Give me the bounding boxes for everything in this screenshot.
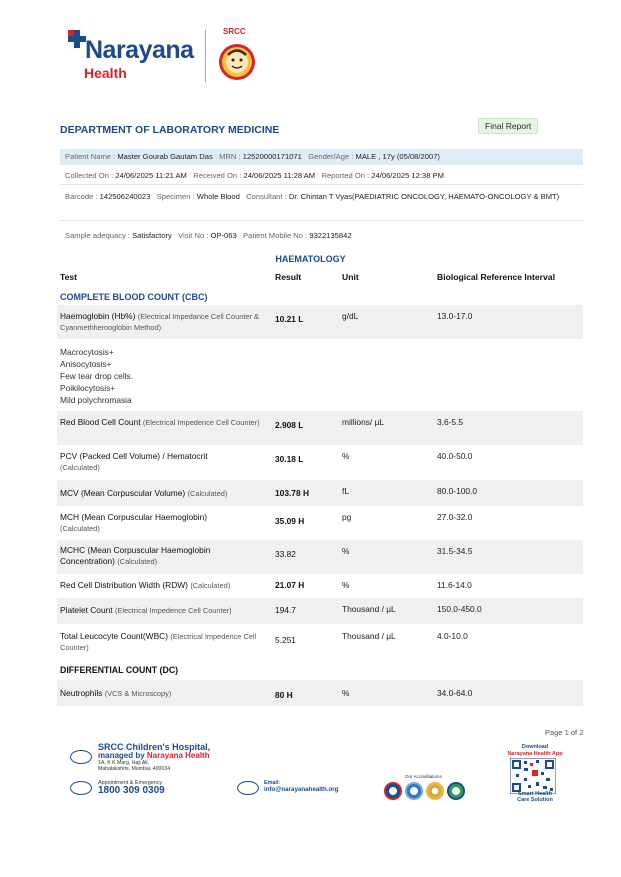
brand-name: Narayana [85,36,194,64]
address-line: 1A, K K Marg, Haji Ali, [98,760,150,766]
test-unit: g/dL [342,311,359,321]
email-icon [237,781,259,795]
section-title: HAEMATOLOGY [275,254,346,264]
narayana-cross-icon [68,30,86,48]
mrn-label: MRN : [219,152,241,161]
table-row [57,305,583,339]
collected-label: Collected On : [65,171,114,180]
managed-prefix: managed by [98,751,147,760]
test-method: (Calculated) [60,463,100,472]
note-line: Mild polychromasia [60,395,132,405]
test-unit: Thousand / µL [342,631,396,641]
test-result: 103.78 H [275,488,309,498]
test-result: 10.21 L [275,314,304,324]
footer-email: info@narayanahealth.org [264,786,339,793]
reported-label: Reported On : [321,171,370,180]
gender-age-value: MALE , 17y (05/08/2007) [355,152,440,161]
accreditations-label: Our Accreditations [405,774,442,779]
test-name: PCV (Packed Cell Volume) / Hematocrit [60,451,208,461]
visit-value: OP-063 [210,231,237,240]
note-line: Few tear drop cells. [60,371,134,381]
download-brand: Narayana Health App [507,751,563,757]
department-title: DEPARTMENT OF LABORATORY MEDICINE [60,124,280,136]
srcc-label: SRCC [223,27,246,36]
test-name: MCHC (Mean Corpuscular Haemoglobin Concentration) [60,545,211,566]
page-footer [0,740,621,810]
test-unit: % [342,546,350,556]
app-download [497,744,573,758]
test-unit: millions/ µL [342,417,385,427]
barcode-label: Barcode : [65,192,98,201]
table-row [57,598,583,624]
email-label: Email: [264,780,281,786]
received-value: 24/06/2025 11:28 AM [243,171,316,180]
gender-age-label: Gender/Age : [308,152,354,161]
collected-value: 24/06/2025 11:21 AM [115,171,187,180]
test-result: 2.908 L [275,420,304,430]
test-method: (Electrical Impedance Cell Counter & Cyanmethhemoglobin Method) [60,312,259,332]
page-number: Page 1 of 2 [545,728,584,737]
test-result: 33.82 [275,549,296,559]
test-name: MCV (Mean Corpuscular Volume) [60,488,186,498]
table-row [57,680,583,706]
footer-address [98,760,170,772]
table-row [57,574,583,598]
qr-code-icon [510,758,556,794]
footer-phone: 1800 309 0309 [98,785,165,796]
phone-icon [70,781,92,795]
table-row [57,506,583,540]
barcode-value: 142506240023 [99,192,151,201]
download-label: Download [521,744,549,750]
table-row [57,540,583,574]
mobile-value: 9322135842 [309,231,352,240]
test-unit: Thousand / µL [342,604,396,614]
test-reference: 13.0-17.0 [437,311,473,321]
table-row [57,445,583,479]
mobile-label: Patient Mobile No : [243,231,308,240]
dates-row [60,168,583,185]
adequacy-value: Satisfactory [132,231,172,240]
srcc-mascot-icon [217,38,257,82]
test-method: (Calculated) [190,581,231,590]
table-row [57,625,583,659]
test-name: Total Leucocyte Count(WBC) [60,631,168,641]
test-result: 80 H [275,690,293,700]
visit-label: Visit No : [178,231,209,240]
test-method: (VCS & Microscopy) [104,689,172,698]
hospital-logo [68,24,268,86]
test-method: (Calculated) [60,524,100,533]
panel-title: COMPLETE BLOOD COUNT (CBC) [60,292,208,302]
test-result: 194.7 [275,605,296,615]
specimen-value: Whole Blood [196,192,240,201]
test-method: (Calculated) [187,489,228,498]
test-name: Red Blood Cell Count [60,417,141,427]
reported-value: 24/06/2025 12:38 PM [371,171,444,180]
logo-divider [205,30,206,82]
note-line: Macrocytosis+ [60,347,114,357]
footer-managed [98,751,210,760]
test-method: (Electrical Impedence Cell Counter) [114,606,232,615]
consultant-value: Dr. Chintan T Vyas(PAEDIATRIC ONCOLOGY, HAEMATO-ONCOLOGY & BMT) [288,192,560,201]
table-row [57,480,583,506]
table-row [57,411,583,445]
test-unit: % [342,688,350,698]
test-unit: % [342,580,350,590]
test-reference: 3.6-5.5 [437,417,464,427]
column-test: Test [60,272,78,282]
note-line: Anisocytosis+ [60,359,112,369]
test-result: 35.09 H [275,516,305,526]
specimen-label: Specimen : [156,192,195,201]
test-name: Haemoglobin (Hb%) [60,311,136,321]
test-method: (Electrical Impedence Cell Counter) [142,418,260,427]
status-badge: Final Report [478,118,538,134]
note-line: Poikilocytosis+ [60,383,116,393]
test-result: 21.07 H [275,580,305,590]
test-method: (Electrical Impedence Cell Counter) [60,632,257,652]
column-result: Result [275,272,302,282]
test-name: Red Cell Distribution Width (RDW) [60,580,188,590]
smart-health-label: Smart Health Care Solution [517,791,553,803]
patient-info-row [60,149,583,165]
test-reference: 34.0-64.0 [437,688,473,698]
test-unit: fL [342,486,349,496]
mrn-value: 12520000171071 [242,152,302,161]
test-name: MCH (Mean Corpuscular Haemoglobin) [60,512,208,522]
test-name: Platelet Count [60,605,113,615]
brand-sub: Health [84,65,127,81]
accreditation-seal-icon [426,782,444,800]
accreditation-seal-icon [405,782,423,800]
morphology-notes [60,346,133,406]
accreditation-seal-icon [384,782,402,800]
adequacy-label: Sample adequacy : [65,231,131,240]
test-reference: 27.0-32.0 [437,512,473,522]
differential-title: DIFFERENTIAL COUNT (DC) [60,665,179,675]
patient-name-label: Patient Name : [65,152,116,161]
received-label: Received On : [193,171,242,180]
test-result: 30.18 L [275,454,304,464]
test-unit: pg [342,512,352,522]
test-reference: 150.0-450.0 [437,604,482,614]
column-unit: Unit [342,272,359,282]
test-reference: 80.0-100.0 [437,486,478,496]
footer-hospital: SRCC Children's Hospital, [98,742,211,752]
test-name: Neutrophils [60,688,103,698]
accreditation-seal-icon [447,782,465,800]
managed-brand: Narayana Health [146,751,210,760]
column-reference: Biological Reference Interval [437,272,555,282]
location-icon [70,750,92,764]
test-reference: 4.0-10.0 [437,631,468,641]
address-line: Mahalakshmi, Mumbai, 400034 [98,766,171,772]
test-reference: 11.6-14.0 [437,580,472,590]
visit-row [60,228,583,244]
test-method: (Calculated) [117,557,158,566]
test-unit: % [342,451,350,461]
patient-name: Master Gourab Gautam Das [117,152,213,161]
appointment-label: Appointment & Emergency [98,780,163,786]
specimen-row [60,189,583,221]
test-reference: 31.5-34.5 [437,546,473,556]
consultant-label: Consultant : [246,192,287,201]
test-result: 5.251 [275,635,296,645]
test-reference: 40.0-50.0 [437,451,473,461]
